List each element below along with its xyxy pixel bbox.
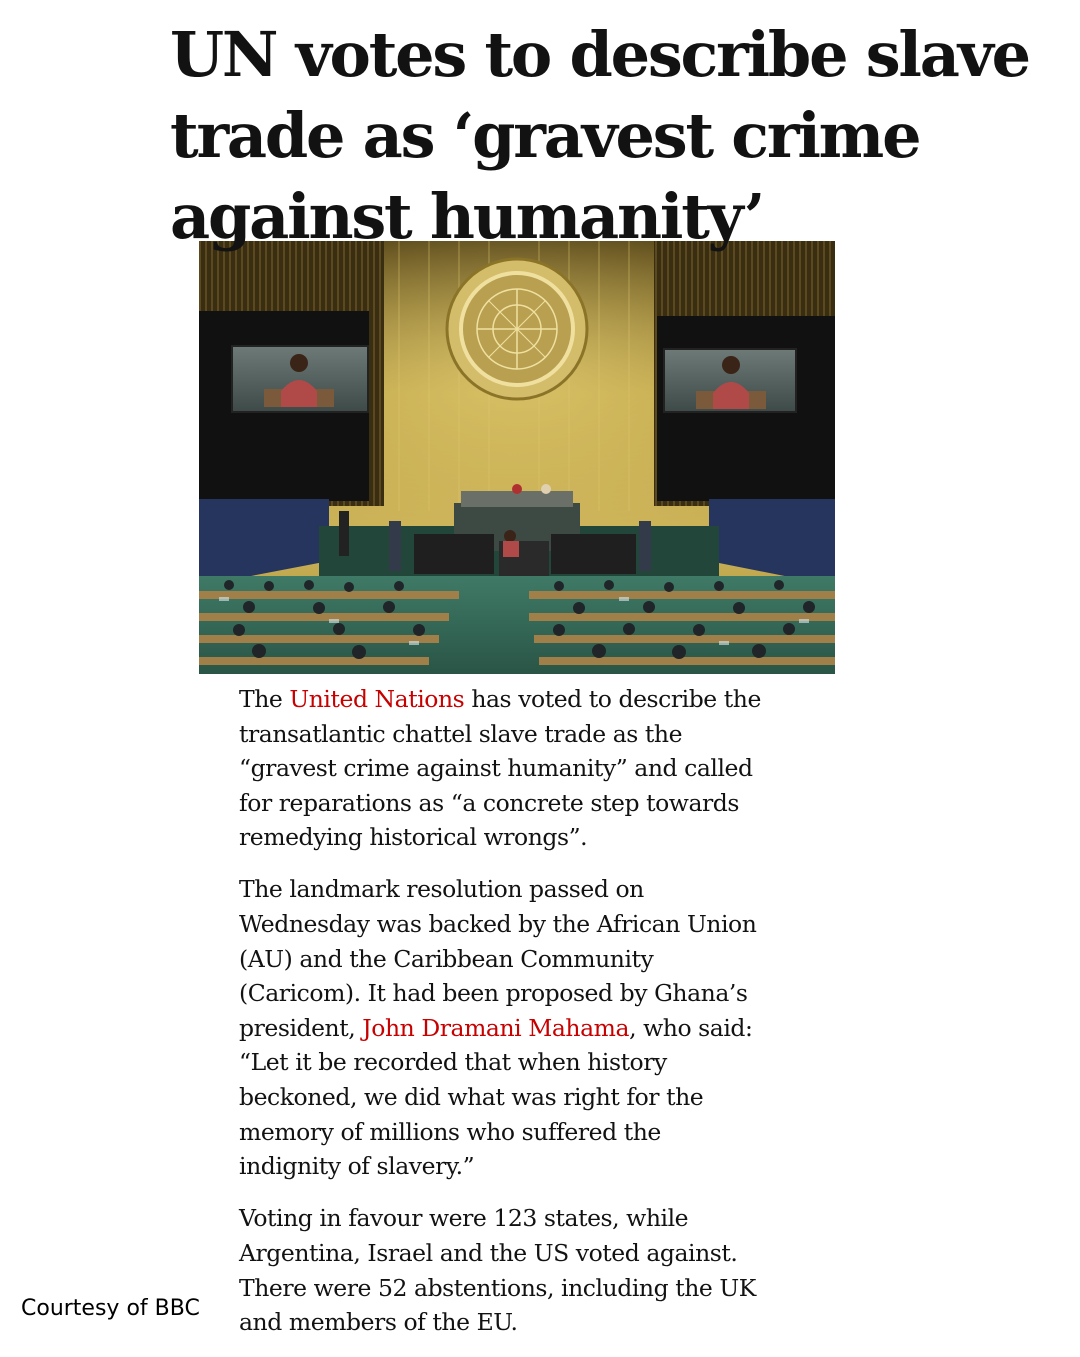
article-headline <box>170 14 1050 257</box>
john-dramani-mahama-link[interactable]: John Dramani Mahama <box>362 1013 630 1042</box>
paragraph: The landmark resolution passed on Wednesday was backed by the African Union (AU) and the Caribbean Community (Caricom). It had been proposed by Ghana’s president, John Dramani Mahama, who said: “Let it be recorded that when history beckoned, we did what was right for the memory of millions who suffered the indignity of slavery.” <box>239 875 757 1181</box>
paragraph: The United Nations has voted to describe the transatlantic chattel slave trade as the “gravest crime against humanity” and called for reparations as “a concrete step towards remedying historical wrongs”. <box>239 685 761 852</box>
image-credit: Courtesy of BBC <box>21 1296 200 1321</box>
un-emblem-icon <box>447 259 587 399</box>
headline-line: against humanity’ <box>170 180 764 253</box>
headline-line: UN votes to describe slave <box>170 18 1029 91</box>
paragraph: Voting in favour were 123 states, while Argentina, Israel and the US voted against. There were 52 abstentions, including the UK and members of the EU. <box>239 1204 756 1337</box>
united-nations-link[interactable]: United Nations <box>289 685 465 713</box>
headline-line: trade as ‘gravest crime <box>170 99 920 172</box>
un-general-assembly-photo <box>199 241 835 674</box>
article-body <box>239 682 799 1357</box>
